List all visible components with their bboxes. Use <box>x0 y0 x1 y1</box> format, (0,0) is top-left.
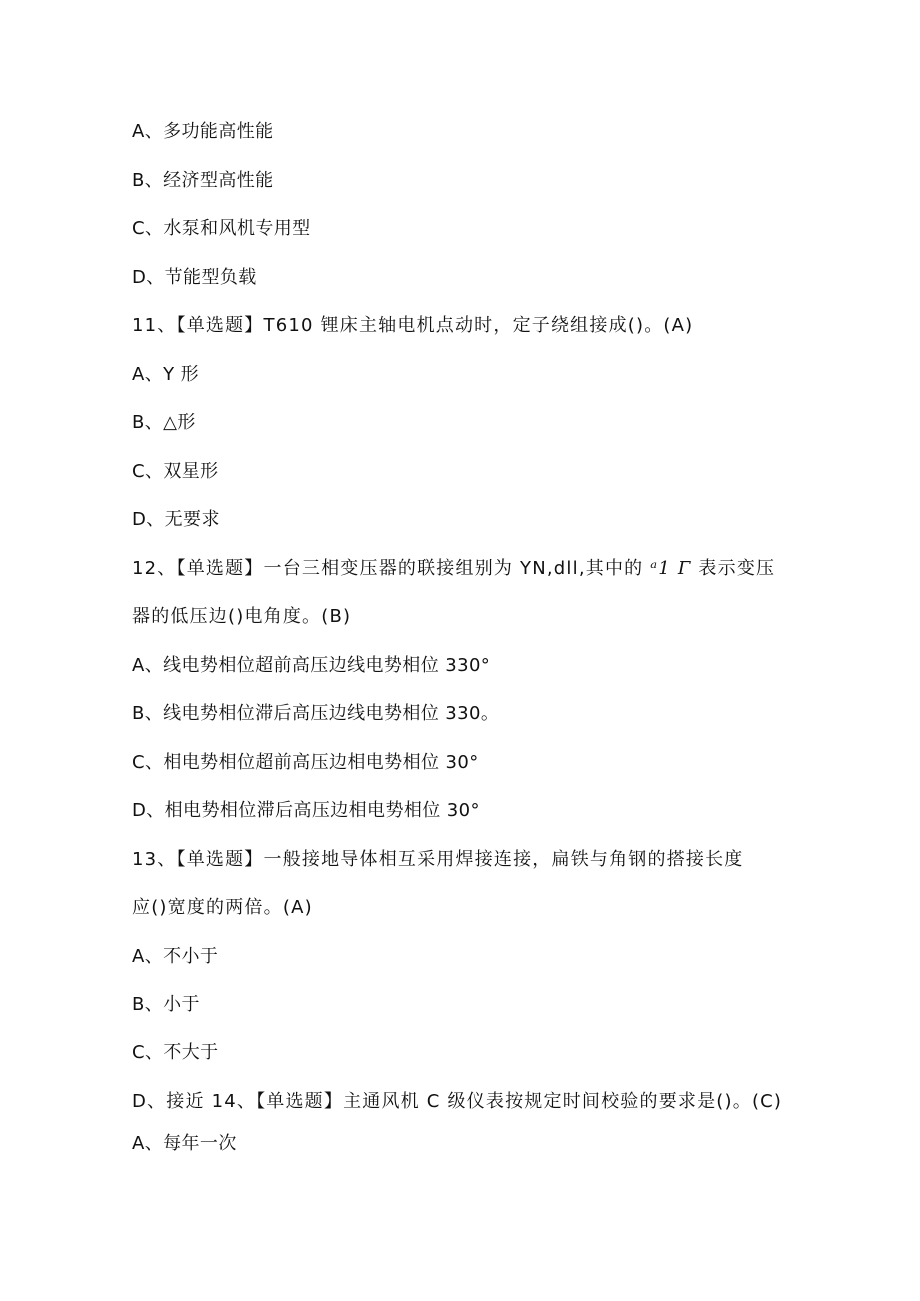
q12-option-d: D、相电势相位滞后高压边相电势相位 30° <box>132 800 480 821</box>
q12-option-c: C、相电势相位超前高压边相电势相位 30° <box>132 752 479 773</box>
q12-option-b: B、线电势相位滞后高压边线电势相位 330。 <box>132 703 500 724</box>
q12-stem-tail: 表示变压 <box>691 558 776 579</box>
q13-option-c: C、不大于 <box>132 1042 219 1063</box>
q13-option-d-and-q14-stem: D、接近 14、【单选题】主通风机 C 级仪表按规定时间校验的要求是()。(C) <box>132 1091 783 1112</box>
q10-option-d: D、节能型负载 <box>132 267 257 288</box>
q11-option-c: C、双星形 <box>132 461 219 482</box>
q11-option-d: D、无要求 <box>132 509 220 530</box>
q11-option-a: A、Y 形 <box>132 364 200 385</box>
q14-option-a: A、每年一次 <box>132 1133 237 1154</box>
q13-stem-line-2: 应()宽度的两倍。(A) <box>132 897 313 918</box>
q10-option-b: B、经济型高性能 <box>132 170 274 191</box>
q10-option-c: C、水泵和风机专用型 <box>132 218 311 239</box>
q13-stem-line-1: 13、【单选题】一般接地导体相互采用焊接连接，扁铁与角钢的搭接长度 <box>132 849 744 870</box>
q12-stem-line-1 <box>132 557 775 581</box>
q12-option-a: A、线电势相位超前高压边线电势相位 330° <box>132 655 491 676</box>
q11-stem: 11、【单选题】T610 锂床主轴电机点动时，定子绕组接成()。(A) <box>132 315 694 336</box>
q12-stem-text: 12、【单选题】一台三相变压器的联接组别为 YN,dll,其中的 <box>132 558 651 579</box>
q13-option-a: A、不小于 <box>132 946 219 967</box>
q10-option-a: A、多功能高性能 <box>132 121 274 142</box>
q13-option-b: B、小于 <box>132 994 200 1015</box>
q12-italic-fragment: ᵃ1 Γ <box>650 558 692 579</box>
q11-option-b: B、△形 <box>132 412 196 433</box>
q12-stem-line-2: 器的低压边()电角度。(B) <box>132 606 352 627</box>
